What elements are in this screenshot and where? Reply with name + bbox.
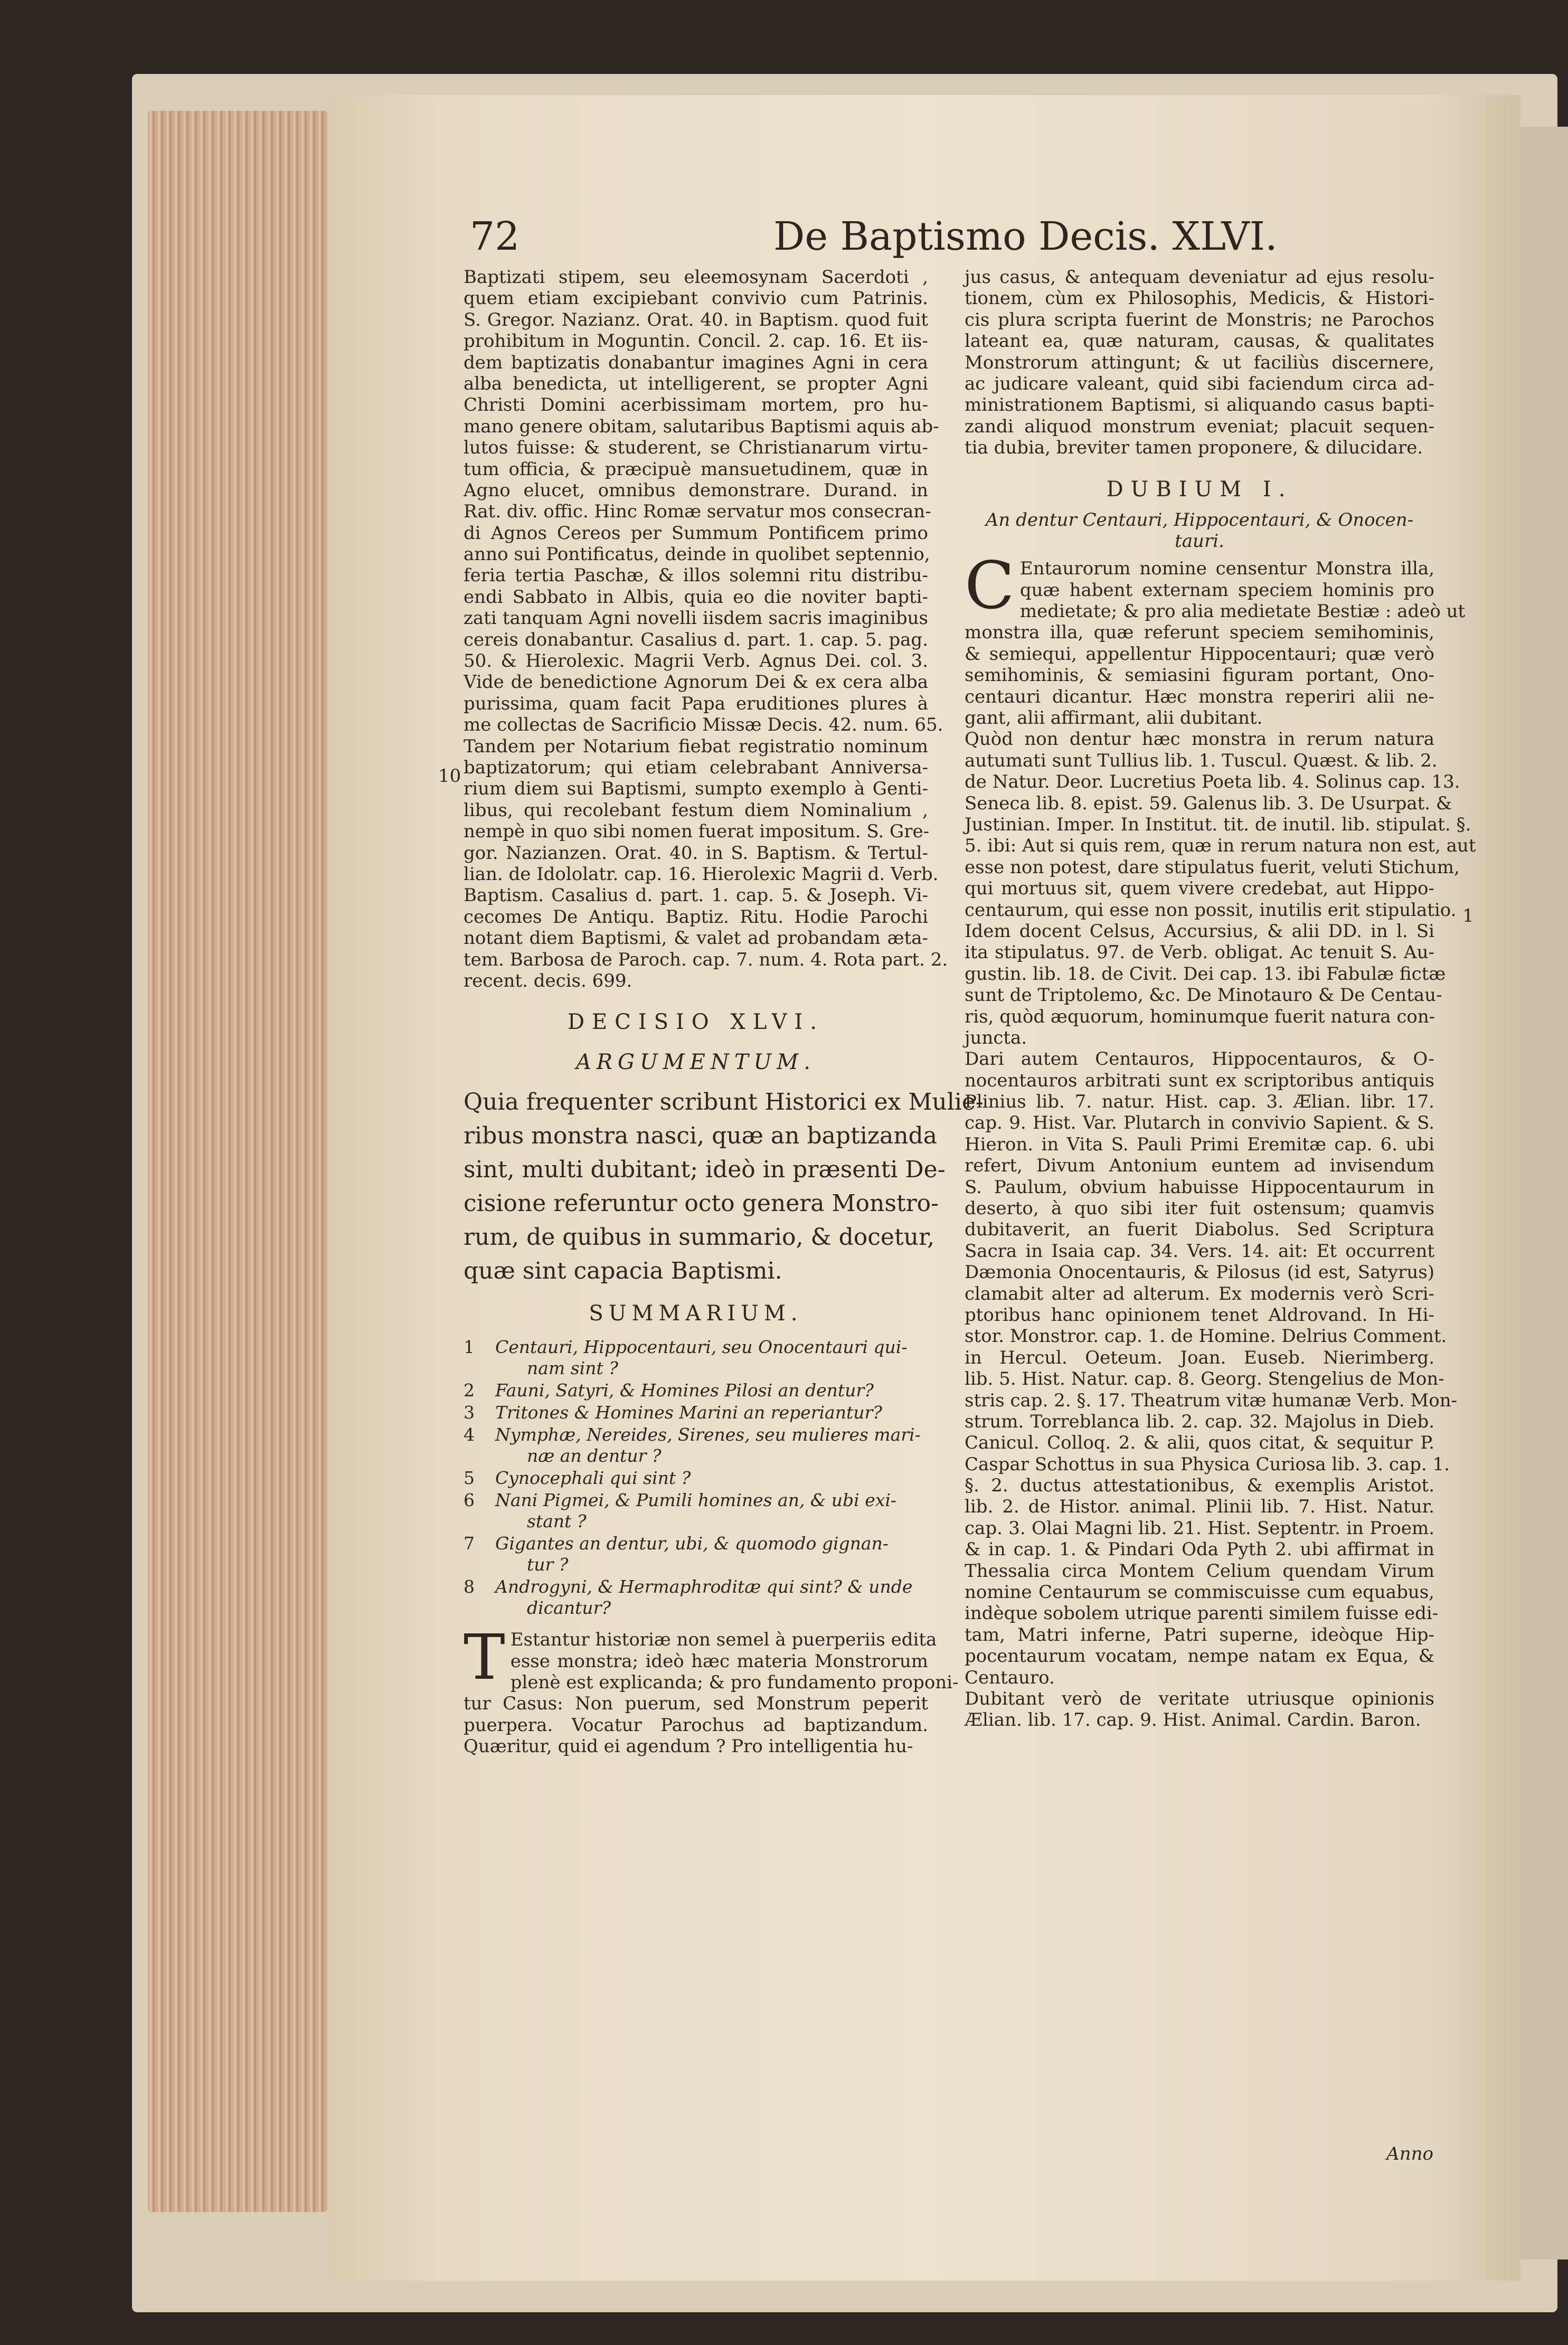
text-line: pocentaurum vocatam, nempe natam ex Equa, & bbox=[965, 1646, 1434, 1667]
summary-item bbox=[464, 1380, 928, 1401]
casus-paragraph bbox=[464, 1621, 959, 1757]
text-line: & semiequi, appellentur Hippocentauri; quæ verò bbox=[965, 643, 1434, 665]
summary-item-text: Cynocephali qui sint ? bbox=[495, 1468, 691, 1489]
text-line: Christi Domini acerbissimam mortem, pro hu- bbox=[464, 394, 928, 416]
summary-item-text: næ an dentur ? bbox=[527, 1445, 662, 1467]
text-line: de Natur. Deor. Lucretius Poeta lib. 4. Solinus cap. 13. bbox=[965, 771, 1460, 793]
text-line: ita stipulatus. 97. de Verb. obligat. Ac tenuit S. Au- bbox=[965, 942, 1434, 963]
summary-item bbox=[464, 1424, 928, 1467]
summary-item-number: 6 bbox=[464, 1490, 475, 1511]
margin-line-number-left: 10 bbox=[438, 765, 461, 787]
summary-item-number: 2 bbox=[464, 1380, 475, 1401]
text-line: quæ habent externam speciem hominis pro bbox=[1019, 579, 1434, 601]
summary-item-number: 7 bbox=[464, 1533, 475, 1554]
text-line: Estantur historiæ non semel à puerperiis edita bbox=[510, 1629, 937, 1651]
text-line: medietate; & pro alia medietate Bestiæ : adeò ut bbox=[1019, 601, 1466, 622]
left-column bbox=[464, 267, 984, 1757]
text-line: centaurum, qui esse non possit, inutilis erit stipulatio. bbox=[965, 899, 1457, 921]
text-line: sunt de Triptolemo, &c. De Minotauro & De Centau- bbox=[965, 985, 1442, 1006]
text-line: plenè est explicanda; & pro fundamento proponi- bbox=[510, 1672, 959, 1694]
summary-item-number: 8 bbox=[464, 1576, 475, 1597]
text-line: ac judicare valeant, quid sibi faciendum circa ad- bbox=[965, 373, 1434, 394]
text-line: endi Sabbato in Albis, quia eo die noviter bapti- bbox=[464, 586, 928, 608]
text-line: gor. Nazianzen. Orat. 40. in S. Baptism. & Tertul- bbox=[464, 842, 928, 864]
text-line: qui mortuus sit, quem vivere credebat, aut Hippo- bbox=[965, 878, 1434, 900]
text-line: ptoribus hanc opinionem tenet Aldrovand. In Hi- bbox=[965, 1304, 1434, 1326]
decisio-heading: DECISIO XLVI. bbox=[567, 1010, 825, 1035]
text-line: zandi aliquod monstrum eveniat; placuit sequen- bbox=[965, 415, 1434, 437]
summarium-heading: SUMMARIUM. bbox=[589, 1301, 803, 1326]
text-line: strum. Torreblanca lib. 2. cap. 32. Majolus in Dieb. bbox=[965, 1411, 1434, 1432]
summary-item-text: Nymphæ, Nereides, Sirenes, seu mulieres mari- bbox=[495, 1424, 921, 1445]
text-line: 5. ibi: Aut si quis rem, quæ in rerum natura non est, aut bbox=[965, 835, 1476, 857]
summary-item-number: 4 bbox=[464, 1424, 475, 1445]
summary-item-text: Nani Pigmei, & Pumili homines an, & ubi exi- bbox=[495, 1490, 897, 1511]
summary-item bbox=[464, 1490, 928, 1532]
text-line: Ælian. lib. 17. cap. 9. Hist. Animal. Cardin. Baron. bbox=[965, 1709, 1421, 1731]
text-line: Dari autem Centauros, Hippocentauros, & O- bbox=[965, 1048, 1434, 1070]
text-line: zati tanquam Agni novelli iisdem sacris imaginibus bbox=[464, 608, 928, 629]
page-edges bbox=[148, 111, 327, 2212]
text-line: lutos fuisse: & studerent, se Christianarum virtu- bbox=[464, 437, 928, 459]
text-line: refert, Divum Antonium euntem ad invisendum bbox=[965, 1155, 1434, 1177]
text-line: dubitaverit, an fuerit Diabolus. Sed Scriptura bbox=[965, 1219, 1434, 1241]
text-line: lian. de Idololatr. cap. 16. Hierolexic Magrii d. Verb. bbox=[464, 863, 939, 885]
catchword: Anno bbox=[1386, 2143, 1433, 2164]
text-line: indèque sobolem utrique parenti similem fuisse edi- bbox=[965, 1603, 1439, 1624]
text-line: ris, quòd æquorum, hominumque fuerit natura con- bbox=[965, 1006, 1435, 1027]
text-line: deserto, à quo sibi iter fuit ostensum; quamvis bbox=[965, 1198, 1434, 1219]
text-line: quem etiam excipiebant convivio cum Patrinis. bbox=[464, 288, 928, 309]
text-line: alba benedicta, ut intelligerent, se propter Agni bbox=[464, 373, 928, 394]
summary-item bbox=[464, 1533, 928, 1575]
text-line: me collectas de Sacrificio Missæ Decis. 42. num. 65. bbox=[464, 714, 943, 736]
text-line: ministrationem Baptismi, si aliquando casus bapti- bbox=[965, 394, 1434, 416]
text-line: Seneca lib. 8. epist. 59. Galenus lib. 3. De Usurpat. & bbox=[965, 792, 1452, 814]
text-line: mano genere obitam, salutaribus Baptismi aquis ab- bbox=[464, 415, 939, 437]
text-line: Entaurorum nomine censentur Monstra illa, bbox=[1019, 558, 1434, 580]
text-line: cis plura scripta fuerint de Monstris; ne Parochos bbox=[965, 309, 1434, 330]
text-line: feria tertia Paschæ, & illos solemni ritu distribu- bbox=[464, 565, 928, 587]
summary-item-text: Androgyni, & Hermaphroditæ qui sint? & unde bbox=[495, 1576, 913, 1597]
text-line: notant diem Baptismi, & valet ad probandam æta- bbox=[464, 928, 928, 949]
text-line: in Hercul. Oeteum. Joan. Euseb. Nierimberg. bbox=[965, 1347, 1434, 1368]
text-line: tum officia, & præcipuè mansuetudinem, quæ in bbox=[464, 458, 928, 480]
summary-item bbox=[464, 1468, 928, 1489]
summary-item-number: 3 bbox=[464, 1402, 475, 1423]
text-line: baptizatorum; qui etiam celebrabant Anniversa- bbox=[464, 757, 928, 778]
text-line: rum, de quibus in summario, & docetur, bbox=[464, 1224, 935, 1251]
text-line: S. Gregor. Nazianz. Orat. 40. in Baptism. quod fuit bbox=[464, 309, 928, 330]
dubium-heading: DUBIUM I. bbox=[1106, 477, 1293, 502]
text-line: anno sui Pontificatus, deinde in quolibet septennio, bbox=[464, 544, 930, 565]
drop-cap-c: C bbox=[965, 548, 1015, 625]
summary-item bbox=[464, 1337, 928, 1379]
text-line: esse non potest, dare stipulatus fuerit, veluti Stichum, bbox=[965, 856, 1460, 878]
summary-item-text: Fauni, Satyri, & Homines Pilosi an dentur? bbox=[495, 1380, 874, 1401]
text-line: lateant ea, quæ naturam, causas, & qualitates bbox=[965, 330, 1434, 352]
running-title: De Baptismo Decis. XLVI. bbox=[773, 214, 1278, 259]
text-line: tia dubia, breviter tamen proponere, & dilucidare. bbox=[965, 437, 1423, 459]
text-line: recent. decis. 699. bbox=[464, 970, 632, 991]
text-line: Dubitant verò de veritate utriusque opinionis bbox=[965, 1688, 1434, 1709]
facing-page-edge bbox=[1515, 127, 1568, 2259]
text-line: Baptism. Casalius d. part. 1. cap. 5. & Joseph. Vi- bbox=[464, 885, 928, 906]
text-line: Canicul. Colloq. 2. & alii, quos citat, & sequitur P. bbox=[965, 1432, 1434, 1454]
text-line: tauri. bbox=[1175, 530, 1224, 552]
text-line: Plinius lib. 7. natur. Hist. cap. 3. Ælian. libr. 17. bbox=[965, 1091, 1434, 1113]
summary-item-text: Tritones & Homines Marini an reperiantur? bbox=[495, 1402, 882, 1423]
summary-item-text: Centauri, Hippocentauri, seu Onocentauri qui- bbox=[495, 1337, 908, 1358]
text-line: Monstrorum attingunt; & ut faciliùs discernere, bbox=[965, 352, 1434, 373]
right-column-intro bbox=[965, 267, 1434, 459]
text-line: prohibitum in Moguntin. Concil. 2. cap. 16. Et iis- bbox=[464, 330, 928, 352]
summary-item-text: tur ? bbox=[527, 1554, 569, 1575]
text-line: stor. Monstror. cap. 1. de Homine. Delrius Comment. bbox=[965, 1326, 1447, 1347]
text-line: Caspar Schottus in sua Physica Curiosa lib. 3. cap. 1. bbox=[965, 1453, 1450, 1475]
text-line: rium diem sui Baptismi, sumpto exemplo à Genti- bbox=[464, 778, 928, 800]
text-line: Idem docent Celsus, Accursius, & alii DD. in l. Si bbox=[965, 920, 1434, 942]
text-line: Sacra in Isaia cap. 34. Vers. 14. ait: Et occurrent bbox=[965, 1240, 1434, 1262]
text-line: di Agnos Cereos per Summum Pontificem primo bbox=[464, 522, 928, 544]
text-line: autumati sunt Tullius lib. 1. Tuscul. Quæst. & lib. 2. bbox=[965, 750, 1438, 771]
text-line: cisione referuntur octo genera Monstro- bbox=[464, 1190, 939, 1217]
text-line: juncta. bbox=[965, 1027, 1027, 1048]
text-line: cap. 9. Hist. Var. Plutarch in convivio Sapient. & S. bbox=[965, 1112, 1434, 1134]
text-line: quæ sint capacia Baptismi. bbox=[464, 1257, 782, 1285]
text-line: Dæmonia Onocentauris, & Pilosus (id est, Satyrus) bbox=[965, 1262, 1434, 1283]
text-line: 50. & Hierolexic. Magrii Verb. Agnus Dei. col. 3. bbox=[464, 650, 928, 672]
text-line: nomine Centaurum se commiscuisse cum equabus, bbox=[965, 1582, 1434, 1603]
text-line: nempè in quo sibi nomen fuerat impositum. S. Gre- bbox=[464, 821, 930, 843]
text-line: Hieron. in Vita S. Pauli Primi Eremitæ cap. 6. ubi bbox=[965, 1133, 1434, 1155]
text-line: jus casus, & antequam deveniatur ad ejus resolu- bbox=[965, 267, 1434, 288]
text-line: §. 2. ductus attestationibus, & exemplis Aristot. bbox=[965, 1475, 1434, 1497]
text-line: Quia frequenter scribunt Historici ex Mulie- bbox=[464, 1089, 984, 1116]
text-line: tam, Matri inferne, Patri superne, ideòque Hip- bbox=[965, 1624, 1434, 1646]
text-line: tur Casus: Non puerum, sed Monstrum peperit bbox=[464, 1693, 928, 1715]
text-line: monstra illa, quæ referunt speciem semihominis, bbox=[965, 622, 1434, 644]
text-line: An dentur Centauri, Hippocentauri, & Onocen- bbox=[985, 509, 1414, 531]
text-line: cecomes De Antiqu. Baptiz. Ritu. Hodie Parochi bbox=[464, 906, 928, 928]
summary-item bbox=[464, 1576, 928, 1619]
summary-item-text: stant ? bbox=[527, 1511, 587, 1532]
running-head bbox=[470, 214, 1278, 272]
text-line: gant, alii affirmant, alii dubitant. bbox=[965, 707, 1263, 729]
text-line: sint, multi dubitant; ideò in præsenti De- bbox=[464, 1156, 946, 1184]
summary-item-text: Gigantes an dentur, ubi, & quomodo gignan- bbox=[495, 1533, 889, 1554]
text-line: Justinian. Imper. In Institut. tit. de inutil. lib. stipulat. §. bbox=[965, 814, 1471, 835]
summary-item-text: dicantur? bbox=[527, 1597, 611, 1619]
right-column bbox=[965, 267, 1476, 1731]
text-line: cereis donabantur. Casalius d. part. 1. cap. 5. pag. bbox=[464, 629, 928, 650]
book-page bbox=[327, 95, 1520, 2281]
text-line: ribus monstra nasci, quæ an baptizanda bbox=[464, 1122, 937, 1150]
text-line: Vide de benedictione Agnorum Dei & ex cera alba bbox=[464, 672, 928, 693]
drop-cap-t: T bbox=[464, 1621, 505, 1694]
text-line: esse monstra; ideò hæc materia Monstrorum bbox=[510, 1650, 928, 1672]
margin-note-number-right: 1 bbox=[1462, 905, 1474, 926]
argument-paragraph bbox=[464, 1085, 984, 1288]
text-line: Thessalia circa Montem Celium quendam Virum bbox=[965, 1560, 1434, 1582]
text-line: lib. 2. de Histor. animal. Plinii lib. 7. Hist. Natur. bbox=[965, 1496, 1434, 1518]
text-line: tem. Barbosa de Paroch. cap. 7. num. 4. Rota part. 2. bbox=[464, 949, 948, 970]
text-line: centauri dicantur. Hæc monstra reperiri alii ne- bbox=[965, 686, 1434, 707]
text-line: Centauro. bbox=[965, 1667, 1055, 1688]
text-line: lib. 5. Hist. Natur. cap. 8. Georg. Stengelius de Mon- bbox=[965, 1368, 1444, 1390]
text-line: Baptizati stipem, seu eleemosynam Sacerdoti , bbox=[464, 267, 928, 288]
text-line: stris cap. 2. §. 17. Theatrum vitæ humanæ Verb. Mon- bbox=[965, 1389, 1458, 1411]
summary-item-number: 5 bbox=[464, 1468, 475, 1489]
text-line: gustin. lib. 18. de Civit. Dei cap. 13. ibi Fabulæ fictæ bbox=[965, 963, 1446, 985]
text-line: Agno elucet, omnibus demonstrare. Durand. in bbox=[464, 479, 928, 501]
summary-item bbox=[464, 1402, 928, 1423]
text-line: Quòd non dentur hæc monstra in rerum natura bbox=[965, 729, 1434, 750]
text-line: S. Paulum, obvium habuisse Hippocentaurum in bbox=[965, 1176, 1434, 1198]
text-line: Tandem per Notarium fiebat registratio nominum bbox=[464, 735, 928, 757]
left-column-text bbox=[464, 267, 948, 991]
dubium-body bbox=[965, 548, 1476, 1731]
summary-list bbox=[464, 1337, 928, 1619]
text-line: libus, qui recolebant festum diem Nominalium , bbox=[464, 799, 928, 821]
text-line: semihominis, & semiasini figuram portant, Ono- bbox=[965, 665, 1434, 686]
summary-item-number: 1 bbox=[464, 1337, 475, 1358]
summary-item-text: nam sint ? bbox=[527, 1358, 618, 1379]
dubium-title bbox=[965, 509, 1434, 552]
argumentum-heading: ARGUMENTUM. bbox=[576, 1050, 816, 1075]
text-line: cap. 3. Olai Magni lib. 21. Hist. Septentr. in Proem. bbox=[965, 1517, 1434, 1539]
text-line: Rat. div. offic. Hinc Romæ servatur mos consecran- bbox=[464, 501, 931, 523]
text-line: nocentauros arbitrati sunt ex scriptoribus antiquis bbox=[965, 1070, 1434, 1091]
text-line: clamabit alter ad alterum. Ex modernis verò Scri- bbox=[965, 1283, 1434, 1304]
text-line: dem baptizatis donabantur imagines Agni in cera bbox=[464, 352, 928, 373]
text-line: purissima, quam facit Papa eruditiones plures à bbox=[464, 693, 928, 714]
text-line: puerpera. Vocatur Parochus ad baptizandum. bbox=[464, 1714, 928, 1736]
text-line: tionem, cùm ex Philosophis, Medicis, & Histori- bbox=[965, 288, 1434, 309]
text-line: & in cap. 1. & Pindari Oda Pyth 2. ubi affirmat in bbox=[965, 1539, 1434, 1561]
page-number: 72 bbox=[470, 214, 520, 259]
text-line: Quæritur, quid ei agendum ? Pro intelligentia hu- bbox=[464, 1736, 913, 1757]
